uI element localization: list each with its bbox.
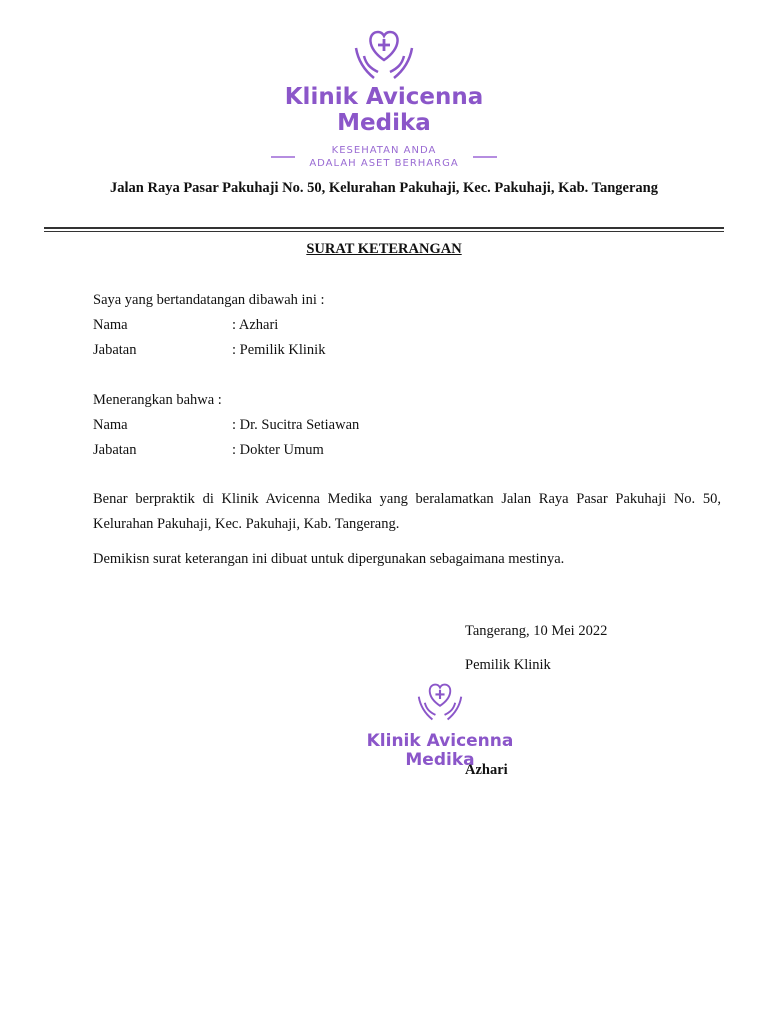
logo-name-line2: Medika — [337, 110, 431, 136]
signatory-intro: Saya yang bertandatangan dibawah ini : — [93, 292, 325, 308]
signatory-position-label: Jabatan — [93, 342, 137, 358]
body-paragraph: Benar berpraktik di Klinik Avicenna Medika yang beralamatkan Jalan Raya Pasar Pakuhaji No. 50, Kelurahan Pakuhaji, Kec. Pakuhaji, Kab. Tangerang. — [93, 491, 721, 532]
logo-name-line1: Klinik Avicenna — [284, 84, 484, 110]
subject-intro: Menerangkan bahwa : — [93, 392, 222, 408]
signature-place-date: Tangerang, 10 Mei 2022 — [465, 623, 608, 639]
header-rule-thin — [44, 231, 724, 232]
divider — [271, 156, 295, 158]
document-title: SURAT KETERANGAN — [306, 241, 462, 257]
subject-name-label: Nama — [93, 417, 128, 433]
clinic-address: Jalan Raya Pasar Pakuhaji No. 50, Kelurahan Pakuhaji, Kec. Pakuhaji, Kab. Tangerang — [110, 180, 658, 196]
logo-tagline-line1: KESEHATAN ANDA — [331, 145, 437, 156]
signatory-name-label: Nama — [93, 317, 128, 333]
logo-tagline-line2: ADALAH ASET BERHARGA — [309, 158, 459, 169]
subject-name-value: : Dr. Sucitra Setiawan — [232, 417, 360, 433]
header-rule — [44, 227, 724, 229]
signer-name: Azhari — [465, 762, 508, 778]
signatory-position-value: : Pemilik Klinik — [232, 342, 326, 358]
subject-position-label: Jabatan — [93, 442, 137, 458]
closing-paragraph: Demikisn surat keterangan ini dibuat untuk dipergunakan sebagaimana mestinya. — [93, 551, 565, 567]
stamp-name-line1: Klinik Avicenna — [366, 731, 514, 751]
clinic-stamp — [340, 676, 540, 770]
divider — [473, 156, 497, 158]
heart-hands-icon — [415, 680, 465, 724]
signature-role: Pemilik Klinik — [465, 657, 551, 673]
subject-position-value: : Dokter Umum — [232, 442, 324, 458]
signatory-name-value: : Azhari — [232, 317, 279, 333]
clinic-logo — [248, 14, 520, 174]
stamp-name-line2: Medika — [405, 750, 475, 770]
heart-hands-icon — [352, 26, 416, 84]
